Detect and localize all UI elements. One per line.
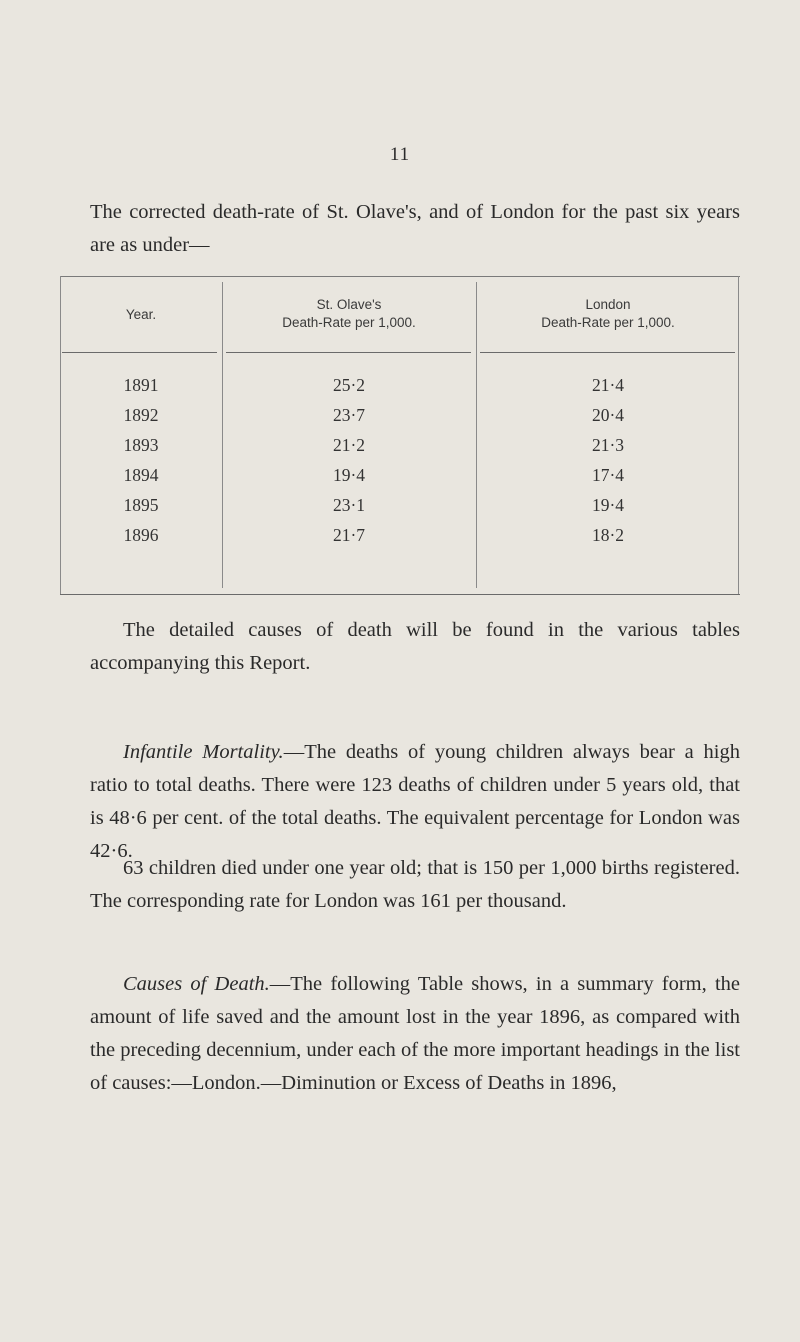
infantile-mortality-paragraph [90,736,740,868]
header-year-label: Year. [125,307,157,322]
table-row [60,370,740,400]
table-row [60,400,740,430]
infantile-mortality-text: —The deaths of young children always bear a high ratio to total deaths. There were 123 deaths of children under 5 years old, that is 48·6 per cent. of the total deaths. The equivalent percentage for London was 42·6. [90,741,740,862]
header-rule [62,352,217,353]
header-st-olave-line2: Death-Rate per 1,000. [282,315,416,330]
header-rule [480,352,735,353]
death-rate-table [60,276,740,596]
cell-st-olave-rate: 23·1 [332,495,366,515]
header-london-line2: Death-Rate per 1,000. [541,315,675,330]
header-year [60,306,222,324]
cell-year: 1893 [123,435,159,455]
causes-of-death-heading: Causes of Death. [123,973,270,995]
header-london [476,296,740,332]
cell-st-olave-rate: 19·4 [332,465,366,485]
header-st-olave-line1: St. Olave's [316,297,382,312]
header-london-line1: London [585,297,631,312]
cell-london-rate: 19·4 [591,495,625,515]
table-row [60,520,740,550]
table-bottom-rule [60,594,740,595]
under-one-paragraph: 63 children died under one year old; that is 150 per 1,000 births registered. The corresponding rate for London was 161 per thousand. [90,857,740,912]
cell-year: 1894 [123,465,159,485]
infantile-mortality-heading: Infantile Mortality. [123,741,284,763]
page-number: 11 [389,144,411,165]
cell-st-olave-rate: 25·2 [332,375,366,395]
cell-year: 1891 [123,375,159,395]
cell-st-olave-rate: 23·7 [332,405,366,425]
table-body [60,370,740,550]
cell-london-rate: 18·2 [591,525,625,545]
cell-year: 1896 [123,525,159,545]
cell-london-rate: 20·4 [591,405,625,425]
detailed-causes-paragraph: The detailed causes of death will be found in the various tables accompanying this Report. [90,619,740,674]
header-rule [226,352,471,353]
cell-london-rate: 17·4 [591,465,625,485]
header-st-olave [222,296,476,332]
table-row [60,460,740,490]
cell-year: 1895 [123,495,159,515]
cell-london-rate: 21·4 [591,375,625,395]
causes-of-death-paragraph [90,968,740,1100]
table-row [60,430,740,460]
table-top-rule [60,276,740,277]
causes-of-death-text: —The following Table shows, in a summary form, the amount of life saved and the amount lost in the year 1896, as compared with the preceding decennium, under each of the more important headings in the list of causes:—London.—Diminution or Excess of Deaths in 1896, [90,973,740,1094]
cell-london-rate: 21·3 [591,435,625,455]
table-row [60,490,740,520]
intro-paragraph: The corrected death-rate of St. Olave's, and of London for the past six years are as under— [90,201,740,256]
cell-st-olave-rate: 21·2 [332,435,366,455]
cell-year: 1892 [123,405,159,425]
cell-st-olave-rate: 21·7 [332,525,366,545]
